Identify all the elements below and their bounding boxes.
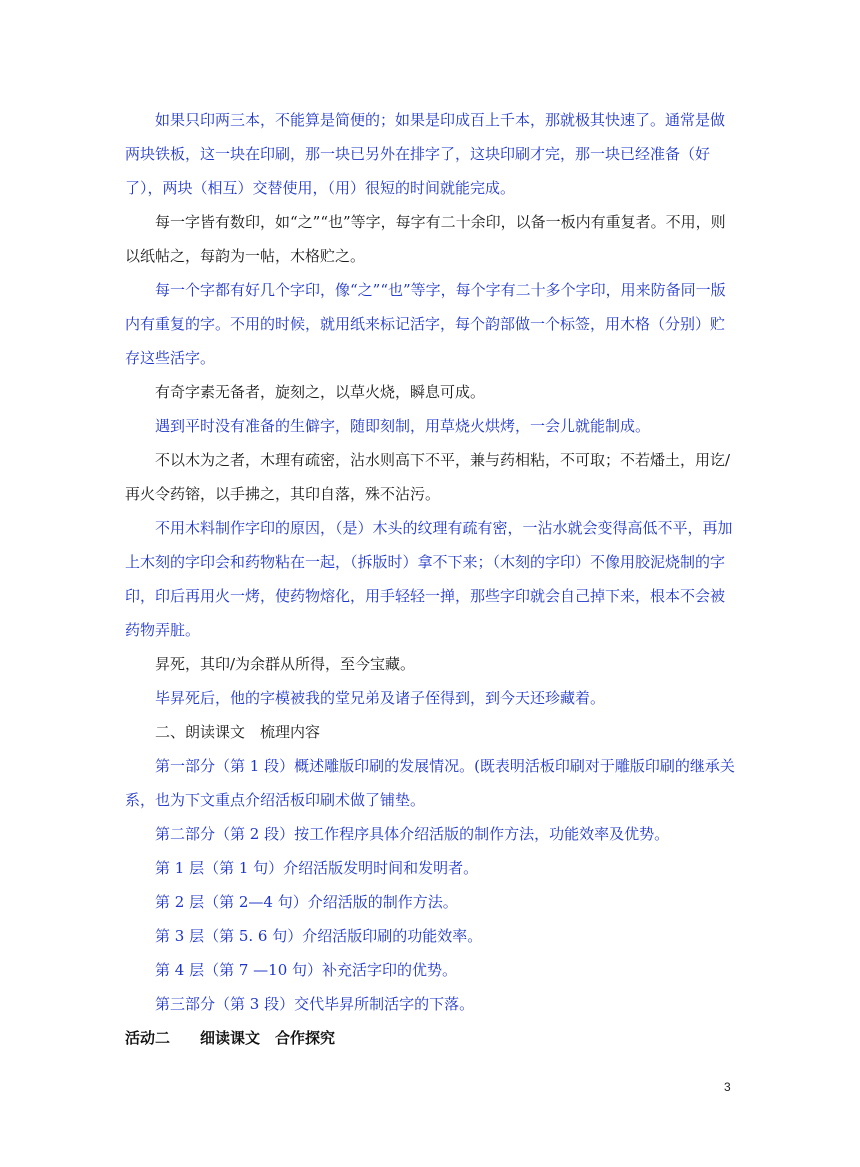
paragraph-translation-1: 如果只印两三本，不能算是简便的；如果是印成百上千本，那就极其快速了。通常是做两块铁板，这一块在印刷，那一块已另外在排字了，这块印刷才完，那一块已经准备（好了），两块（相互）交替使用，（用）很短的时间就能完成。 — [125, 111, 726, 197]
paragraph-translation-3: 遇到平时没有准备的生僻字，随即刻制，用草烧火烘烤，一会儿就能制成。 — [155, 417, 651, 435]
outline-part-1: 第一部分（第 1 段）概述雕版印刷的发展情况。(既表明活板印刷对于雕版印刷的继承关系，也为下文重点介绍活板印刷术做了铺垫。 — [125, 757, 735, 809]
outline-part-2: 第二部分（第 2 段）按工作程序具体介绍活版的制作方法，功能效率及优势。 — [155, 825, 670, 843]
outline-layer-4: 第 4 层（第 7 —10 句）补充活字印的优势。 — [155, 961, 458, 979]
outline-layer-2: 第 2 层（第 2—4 句）介绍活版的制作方法。 — [155, 893, 458, 911]
paragraph-original-3: 有奇字素无备者，旋刻之，以草火烧，瞬息可成。 — [155, 383, 486, 401]
outline-layer-1: 第 1 层（第 1 句）介绍活版发明时间和发明者。 — [155, 859, 479, 877]
document-body — [125, 103, 737, 1055]
outline-part-3: 第三部分（第 3 段）交代毕昇所制活字的下落。 — [155, 995, 475, 1013]
paragraph-translation-4: 不用木料制作字印的原因，（是）木头的纹理有疏有密，一沾水就会变得高低不平，再加上木刻的字印会和药物粘在一起，（拆版时）拿不下来；（木刻的字印）不像用胶泥烧制的字印，印后再用火一烤，使药物熔化，用手轻轻一掸，那些字印就会自己掉下来，根本不会被药物弄脏。 — [125, 519, 733, 639]
paragraph-original-4: 不以木为之者，木理有疏密，沾水则高下不平，兼与药相粘，不可取；不若燔土，用讫/再火令药镕，以手拂之，其印自落，殊不沾污。 — [125, 451, 731, 503]
section-title: 二、朗读课文 梳理内容 — [155, 723, 321, 741]
paragraph-original-2: 每一字皆有数印，如“之”“也”等字，每字有二十余印，以备一板内有重复者。不用，则以纸帖之，每韵为一帖，木格贮之。 — [125, 213, 726, 265]
paragraph-translation-2: 每一个字都有好几个字印，像“之”“也”等字，每个字有二十多个字印，用来防备同一版内有重复的字。不用的时候，就用纸来标记活字，每个韵部做一个标签，用木格（分别）贮存这些活字。 — [125, 281, 726, 367]
page-number: 3 — [724, 1080, 731, 1094]
paragraph-original-5: 昇死，其印/为余群从所得，至今宝藏。 — [155, 655, 416, 673]
activity-heading: 活动二 细读课文 合作探究 — [125, 1029, 336, 1047]
outline-layer-3: 第 3 层（第 5. 6 句）介绍活版印刷的功能效率。 — [155, 927, 483, 945]
paragraph-translation-5: 毕昇死后，他的字模被我的堂兄弟及诸子侄得到，到今天还珍藏着。 — [155, 689, 606, 707]
